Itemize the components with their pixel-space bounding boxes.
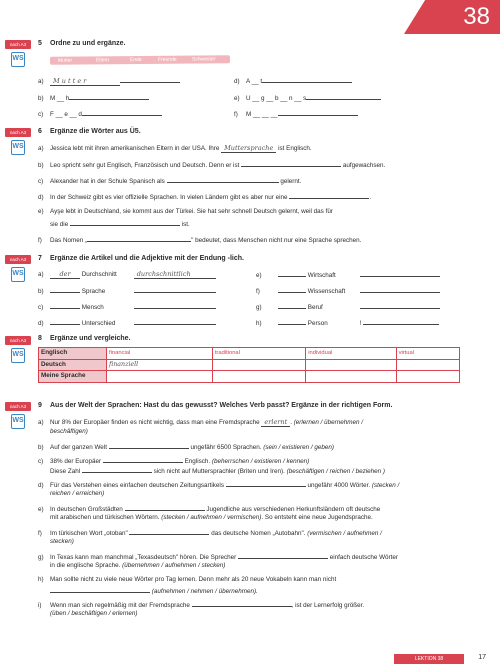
task-9-e: e) In deutschen Großstädten Jugendliche aus verschiedenen Herkunftsländern oft deutsche	[38, 506, 381, 513]
task-9-a-cont: beschäftigen)	[50, 428, 88, 435]
task-5-row-a: a) M u t t e r d) A __ t	[38, 76, 470, 86]
nach-badge: nach A3	[5, 255, 31, 264]
page-number: 17	[478, 654, 486, 662]
task-6-f: f) Das Nomen „ " bedeutet, dass Menschen nicht nur eine Sprache sprechen.	[38, 237, 362, 244]
task-9-f: f) Im türkischen Wort „otoban" das deutsche Nomen „Autobahn". (vermischen / aufnehmen /	[38, 530, 382, 537]
worksheet-icon: WS	[11, 52, 25, 67]
table-row: Deutsch finanziell	[39, 359, 460, 371]
task-9-d: d) Für das Verstehen eines einfachen deutschen Zeitungsartikels ungefähr 4000 Wörter. (stecken /	[38, 482, 400, 489]
page-footer	[0, 652, 500, 666]
task-9-g-cont: in die englische Sprache. (übernehmen / aufnehmen / stecken)	[50, 562, 226, 569]
task-9-f-cont: stecken)	[50, 538, 74, 545]
task-5-heading: 5 Ordne zu und ergänze.	[38, 40, 126, 47]
word-strip: Mutter Eltern Ende Freunde Schwester	[50, 55, 230, 65]
task-6-d: d) In der Schweiz gibt es vier offizielle Sprachen. In vielen Ländern gibt es aber nur eine .	[38, 194, 372, 201]
table-row: Englisch financial traditional individual virtual	[39, 348, 460, 360]
task-9-heading: 9 Aus der Welt der Sprachen: Hast du das gewusst? Welches Verb passt? Ergänze in der richtigen Form.	[38, 402, 393, 409]
task-5-row-c: c) F __ e __ d f) M __ __ __	[38, 109, 470, 119]
nach-badge: nach A3	[5, 336, 31, 345]
task-6-a: a) Jessica lebt mit ihren amerikanischen Eltern in der USA. Ihre Muttersprache ist Englisch.	[38, 144, 312, 152]
task-6-b: b) Leo spricht sehr gut Englisch, Französisch und Deutsch. Denn er ist aufgewachsen.	[38, 162, 386, 169]
task-6-c: c) Alexander hat in der Schule Spanisch als gelernt.	[38, 178, 302, 185]
task-9-c-cont: Diese Zahl sich nicht auf Muttersprachler (Briten und Iren). (beschäftigen / reichen / beziehen )	[50, 468, 385, 475]
task-9-b: b) Auf der ganzen Welt ungefähr 6500 Sprachen. (sein / existieren / geben)	[38, 444, 334, 451]
task-8-heading: 8 Ergänze und vergleiche.	[38, 335, 131, 342]
task-9-i: i) Wenn man sich regelmäßig mit der Fremdsprache , ist der Lernerfolg größer.	[38, 602, 365, 609]
worksheet-icon: WS	[11, 414, 25, 429]
task-9-g: g) In Texas kann man manchmal „Texasdeutsch" hören. Die Sprecher einfach deutsche Wörter	[38, 554, 398, 561]
task-7-heading: 7 Ergänze die Artikel und die Adjektive mit der Endung -lich.	[38, 255, 244, 262]
lesson-number: 38	[463, 3, 490, 30]
task-9-i-cont: (üben / beschäftigen / erlernen)	[50, 610, 138, 617]
task-7-row-3: c) Mensch g) Beruf	[38, 302, 470, 312]
nach-badge: nach A3	[5, 128, 31, 137]
task-7-row-1: a) der Durchschnitt durchschnittlich e) Wirtschaft	[38, 270, 470, 279]
worksheet-icon: WS	[11, 267, 25, 282]
nach-badge: nach A3	[5, 402, 31, 411]
task-9-a: a) Nur 8% der Europäer finden es nicht wichtig, dass man eine Fremdsprache erlernt . (erlernen / übernehmen /	[38, 418, 364, 426]
footer-lesson-label: LEKTION 38	[394, 654, 464, 664]
task-6-heading: 6 Ergänze die Wörter aus Ü5.	[38, 128, 141, 135]
worksheet-icon: WS	[11, 140, 25, 155]
task-9-c: c) 38% der Europäer Englisch. (beherrschen / existieren / kennen)	[38, 458, 310, 465]
task-7-row-4: d) Unterschied h) Person !	[38, 318, 470, 328]
task-9-e-cont: mit arabischen und türkischen Wörtern. (stecken / aufnehmen / vermischen). So entsteht eine neue Jugendsprache.	[50, 514, 373, 521]
task-6-e-cont: sie die ist.	[50, 221, 190, 228]
worksheet-icon: WS	[11, 348, 25, 363]
task-7-row-2: b) Sprache f) Wissenschaft	[38, 286, 470, 296]
task-6-e: e) Ayşe lebt in Deutschland, sie kommt aus der Türkei. Sie hat sehr schnell Deutsch gelernt, weil das für	[38, 208, 333, 215]
table-row: Meine Sprache	[39, 371, 460, 383]
task-9-h-cont: (aufnehmen / nehmen / übernehmen).	[38, 586, 470, 596]
comparison-table	[38, 347, 460, 383]
nach-badge: nach A3	[5, 40, 31, 49]
task-9-d-cont: reichen / erreichen)	[50, 490, 105, 497]
task-5-row-b: b) M __ h e) U __ g __ b __ n __ s	[38, 93, 470, 103]
task-9-h: h) Man sollte nicht zu viele neue Wörter pro Tag lernen. Denn mehr als 20 neue Vokabeln kann man nicht	[38, 576, 337, 583]
